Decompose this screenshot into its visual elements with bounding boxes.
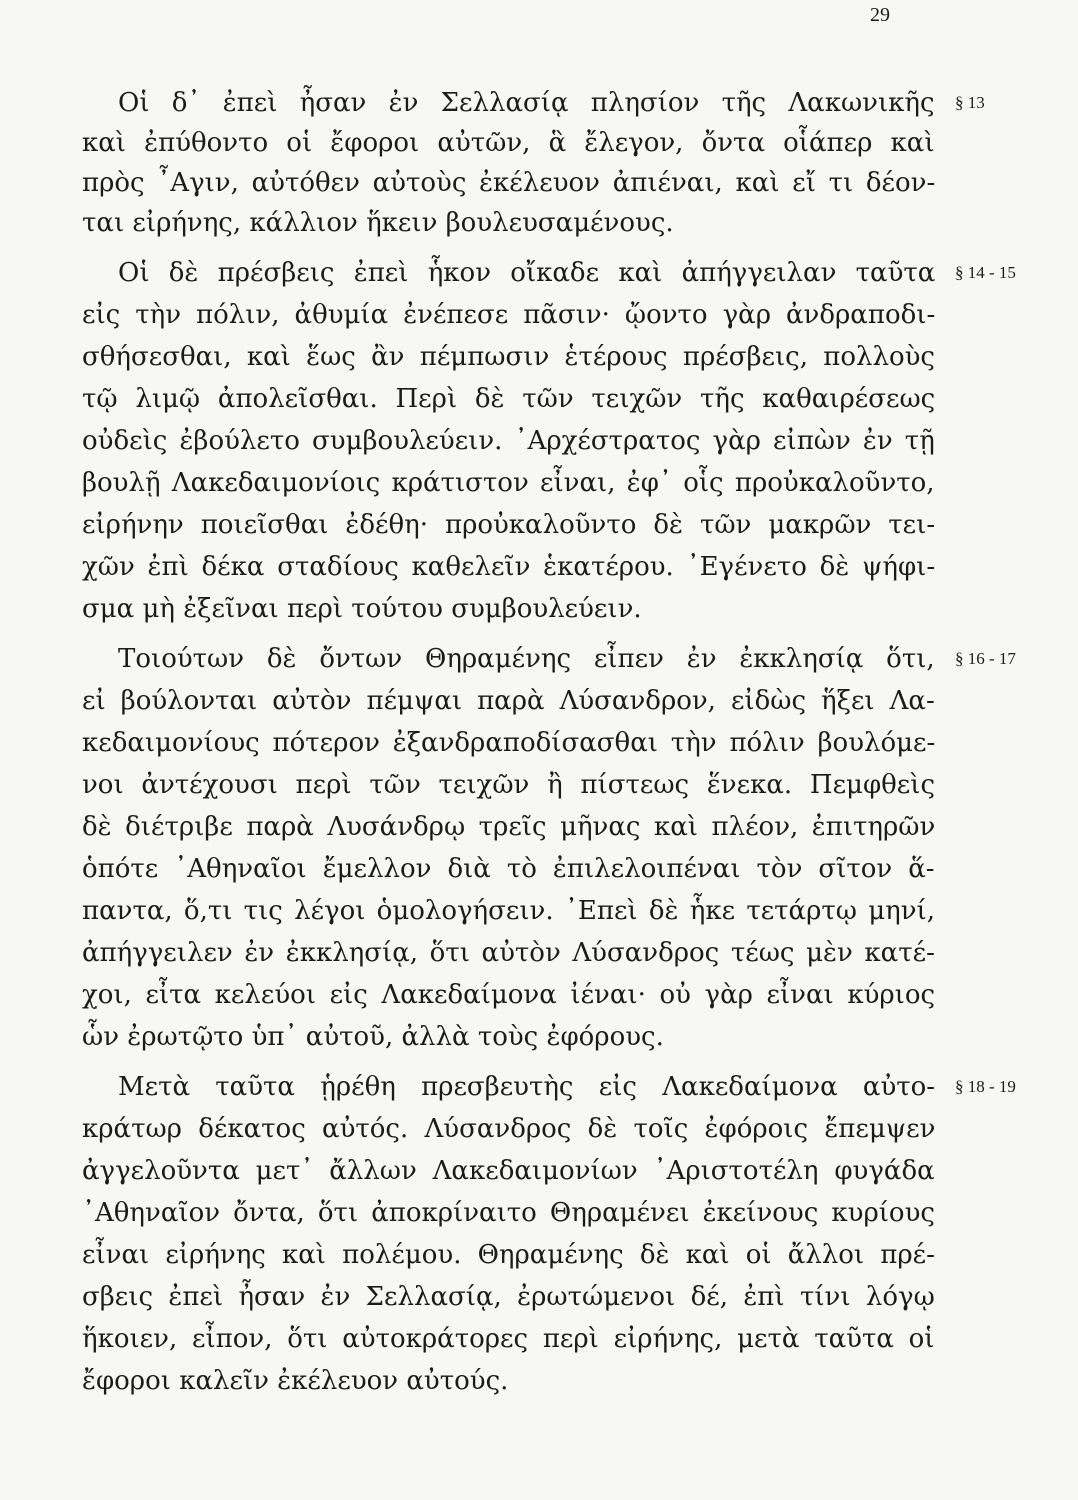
text-line: εἰρήνην ποιεῖσθαι ἐδέθη· προὐκαλοῦντο δὲ τῶν μακρῶν τει- bbox=[82, 510, 936, 540]
text-line: τῷ λιμῷ ἀπολεῖσθαι. Περὶ δὲ τῶν τειχῶν τῆς καθαιρέσεως bbox=[82, 384, 936, 414]
text-line: σθήσεσθαι, καὶ ἕως ἂν πέμπωσιν ἑτέρους πρέσβεις, πολλοὺς bbox=[82, 342, 935, 372]
text-line: σμα μὴ ἐξεῖναι περὶ τούτου συμβουλεύειν. bbox=[82, 594, 642, 624]
section-reference: § 16 - 17 bbox=[955, 649, 1016, 668]
text-line: δὲ διέτριβε παρὰ Λυσάνδρῳ τρεῖς μῆνας καὶ πλέον, ἐπιτηρῶν bbox=[82, 812, 936, 842]
section-reference: § 14 - 15 bbox=[955, 263, 1016, 282]
text-line: κεδαιμονίους πότερον ἐξανδραποδίσασθαι τὴν πόλιν βουλόμε- bbox=[82, 728, 936, 758]
section-reference: § 18 - 19 bbox=[955, 1077, 1016, 1096]
text-line: ἥκοιεν, εἶπον, ὅτι αὐτοκράτορες περὶ εἰρήνης, μετὰ ταῦτα οἱ bbox=[82, 1324, 935, 1354]
text-line: ται εἰρήνης, κάλλιον ἥκειν βουλευσαμένους. bbox=[82, 208, 674, 238]
page-number: 29 bbox=[870, 4, 890, 26]
text-line: εἶναι εἰρήνης καὶ πολέμου. Θηραμένης δὲ καὶ οἱ ἄλλοι πρέ- bbox=[82, 1240, 935, 1270]
text-line: παντα, ὅ,τι τις λέγοι ὁμολογήσειν. ᾿Επεὶ δὲ ἧκε τετάρτῳ μηνί, bbox=[82, 896, 935, 926]
text-line: ὁπότε ᾿Αθηναῖοι ἔμελλον διὰ τὸ ἐπιλελοιπέναι τὸν σῖτον ἅ- bbox=[82, 854, 935, 884]
section-reference: § 13 bbox=[955, 93, 985, 112]
text-line: βουλῇ Λακεδαιμονίοις κράτιστον εἶναι, ἐφ᾽ οἷς προὐκαλοῦντο, bbox=[82, 468, 935, 498]
text-line: νοι ἀντέχουσι περὶ τῶν τειχῶν ἢ πίστεως ἕνεκα. Πεμφθεὶς bbox=[82, 770, 936, 800]
text-line: ᾿Αθηναῖον ὄντα, ὅτι ἀποκρίναιτο Θηραμένει ἐκείνους κυρίους bbox=[82, 1198, 935, 1228]
text-line: χῶν ἐπὶ δέκα σταδίους καθελεῖν ἑκατέρου. ᾿Εγένετο δὲ ψήφι- bbox=[82, 552, 936, 582]
text-line: σβεις ἐπεὶ ἦσαν ἐν Σελλασίᾳ, ἐρωτώμενοι δέ, ἐπὶ τίνι λόγῳ bbox=[82, 1282, 935, 1312]
text-line: κράτωρ δέκατος αὐτός. Λύσανδρος δὲ τοῖς ἐφόροις ἔπεμψεν bbox=[82, 1114, 936, 1144]
text-line: Οἱ δὲ πρέσβεις ἐπεὶ ἧκον οἴκαδε καὶ ἀπήγγειλαν ταῦτα bbox=[118, 258, 936, 288]
text-line: ἀπήγγειλεν ἐν ἐκκλησίᾳ, ὅτι αὐτὸν Λύσανδρος τέως μὲν κατέ- bbox=[82, 938, 935, 968]
text-line: οὐδεὶς ἐβούλετο συμβουλεύειν. ᾿Αρχέστρατος γὰρ εἰπὼν ἐν τῇ bbox=[82, 426, 935, 456]
text-line: καὶ ἐπύθοντο οἱ ἔφοροι αὐτῶν, ἃ ἔλεγον, ὄντα οἷάπερ καὶ bbox=[82, 128, 935, 158]
text-line: ὧν ἐρωτῷτο ὑπ᾽ αὐτοῦ, ἀλλὰ τοὺς ἐφόρους. bbox=[82, 1022, 664, 1052]
text-line: Τοιούτων δὲ ὄντων Θηραμένης εἶπεν ἐν ἐκκλησίᾳ ὅτι, bbox=[118, 644, 935, 674]
text-line: πρὸς ῏Αγιν, αὐτόθεν αὐτοὺς ἐκέλευον ἀπιέναι, καὶ εἴ τι δέον- bbox=[82, 168, 936, 198]
text-line: εἰ βούλονται αὐτὸν πέμψαι παρὰ Λύσανδρον, εἰδὼς ἥξει Λα- bbox=[82, 686, 935, 716]
text-line: Μετὰ ταῦτα ᾑρέθη πρεσβευτὴς εἰς Λακεδαίμονα αὐτο- bbox=[118, 1072, 936, 1102]
text-line: χοι, εἶτα κελεύοι εἰς Λακεδαίμονα ἰέναι· οὐ γὰρ εἶναι κύριος bbox=[82, 980, 936, 1010]
text-line: Οἱ δ᾽ ἐπεὶ ἦσαν ἐν Σελλασίᾳ πλησίον τῆς Λακωνικῆς bbox=[118, 88, 935, 118]
text-line: εἰς τὴν πόλιν, ἀθυμία ἐνέπεσε πᾶσιν· ᾤοντο γὰρ ἀνδραποδι- bbox=[82, 300, 936, 330]
text-line: ἔφοροι καλεῖν ἐκέλευον αὐτούς. bbox=[82, 1366, 509, 1396]
text-line: ἀγγελοῦντα μετ᾽ ἄλλων Λακεδαιμονίων ᾿Αριστοτέλη φυγάδα bbox=[82, 1156, 935, 1186]
